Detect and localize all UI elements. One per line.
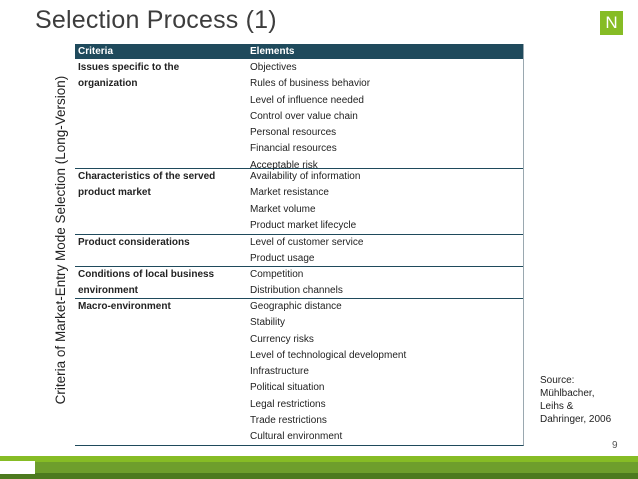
criteria-cell — [75, 299, 248, 445]
element-item: Distribution channels — [250, 285, 343, 297]
criteria-line: environment — [78, 285, 139, 297]
source-line: Source: — [540, 375, 575, 386]
criteria-cell — [75, 60, 248, 168]
criteria-line: Issues specific to the — [78, 62, 180, 73]
criteria-line: Product considerations — [78, 237, 190, 248]
brand-logo: N — [600, 11, 623, 35]
footer-stripe — [0, 473, 638, 479]
source-line: Leihs & — [540, 401, 574, 412]
element-item: Geographic distance — [250, 301, 342, 312]
criteria-table — [75, 44, 524, 446]
element-item: Acceptable risk — [250, 159, 318, 171]
elements-cell — [248, 60, 523, 171]
element-item: Legal restrictions — [250, 398, 326, 410]
source-note — [540, 374, 630, 426]
table-row — [75, 59, 523, 169]
source-line: Dahringer, 2006 — [540, 414, 612, 425]
criteria-line: Characteristics of the served — [78, 171, 216, 182]
element-item: Availability of information — [250, 171, 361, 182]
table-row — [75, 299, 523, 445]
element-item: Currency risks — [250, 333, 314, 345]
element-item: Level of influence needed — [250, 94, 364, 106]
element-item: Product market lifecycle — [250, 219, 357, 231]
element-item: Objectives — [250, 62, 297, 73]
element-item: Trade restrictions — [250, 415, 327, 427]
element-item: Cultural environment — [250, 431, 343, 443]
element-item: Market volume — [250, 203, 316, 215]
elements-cell — [248, 235, 523, 266]
element-item: Political situation — [250, 382, 325, 394]
vertical-side-label: Criteria of Market-Entry Mode Selection (Long-Version) — [53, 75, 68, 405]
element-item: Competition — [250, 269, 304, 280]
table-row — [75, 235, 523, 267]
element-item: Level of customer service — [250, 237, 364, 248]
element-item: Market resistance — [250, 187, 329, 199]
source-line: Mühlbacher, — [540, 388, 595, 399]
criteria-line: organization — [78, 78, 138, 90]
element-item: Rules of business behavior — [250, 78, 371, 90]
header-criteria: Criteria — [78, 46, 114, 57]
element-item: Product usage — [250, 253, 315, 265]
element-item: Infrastructure — [250, 366, 309, 378]
criteria-line: Conditions of local business — [78, 269, 215, 280]
elements-cell — [248, 169, 523, 234]
criteria-cell — [75, 267, 248, 298]
criteria-cell — [75, 169, 248, 234]
table-header — [75, 44, 523, 59]
table-row — [75, 169, 523, 235]
element-item: Control over value chain — [250, 110, 358, 122]
elements-cell — [248, 299, 523, 445]
criteria-cell — [75, 235, 248, 266]
criteria-line: product market — [78, 187, 151, 199]
criteria-line: Macro-environment — [78, 301, 171, 312]
page-title: Selection Process (1) — [35, 6, 277, 34]
footer-notch — [0, 461, 35, 474]
element-item: Financial resources — [250, 143, 337, 155]
elements-cell — [248, 267, 523, 298]
header-elements: Elements — [250, 46, 295, 57]
footer-stripe — [0, 462, 638, 473]
table-row — [75, 267, 523, 299]
page-number: 9 — [612, 440, 618, 451]
element-item: Personal resources — [250, 127, 337, 139]
element-item: Level of technological development — [250, 349, 407, 361]
footer-bar — [0, 456, 638, 479]
element-item: Stability — [250, 317, 286, 329]
